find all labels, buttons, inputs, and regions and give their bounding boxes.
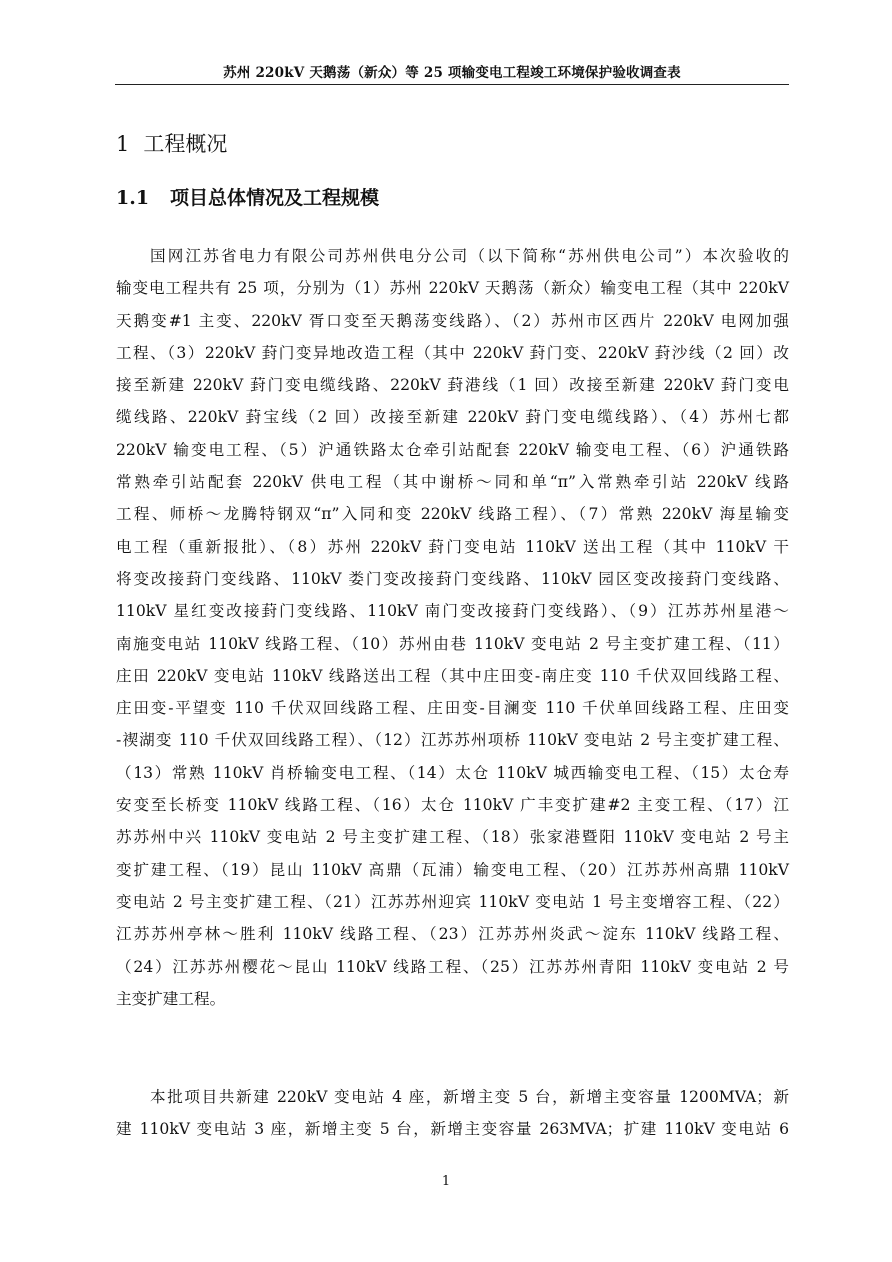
paragraph-line: 110kV 星红变改接葑门变线路、110kV 南门变改接葑门变线路）、（9）江苏苏州星港～ xyxy=(116,602,789,621)
section-heading xyxy=(116,128,227,160)
paragraph-line: 缆线路、220kV 葑宝线（2 回）改接至新建 220kV 葑门变电缆线路）、（4）苏州七都 xyxy=(116,408,789,427)
paragraph-line: 工程、师桥～龙腾特钢双“π”入同和变 220kV 线路工程）、（7）常熟 220kV 海星输变 xyxy=(116,505,789,524)
paragraph-line: 庄田变-平望变 110 千伏双回线路工程、庄田变-目澜变 110 千伏单回线路工程、庄田变 xyxy=(116,699,789,718)
paragraph-scale-summary xyxy=(116,1081,789,1146)
subsection-title: 项目总体情况及工程规模 xyxy=(170,187,380,209)
paragraph-line: 本批项目共新建 220kV 变电站 4 座，新增主变 5 台，新增主变容量 1200MVA；新 xyxy=(150,1088,789,1106)
paragraph-line: 输变电工程共有 25 项，分别为（1）苏州 220kV 天鹅荡（新众）输变电工程（其中 220kV xyxy=(116,279,789,298)
paragraph-line: 电工程（重新报批）、（8）苏州 220kV 葑门变电站 110kV 送出工程（其中 110kV 干 xyxy=(116,537,789,556)
paragraph-line: 庄田 220kV 变电站 110kV 线路送出工程（其中庄田变-南庄变 110 千伏双回线路工程、 xyxy=(116,666,789,685)
paragraph-line: 天鹅变#1 主变、220kV 胥口变至天鹅荡变线路）、（2）苏州市区西片 220kV 电网加强 xyxy=(116,311,789,330)
subsection-heading xyxy=(116,183,379,213)
paragraph-line: 江苏苏州亭林～胜利 110kV 线路工程、（23）江苏苏州炎武～淀东 110kV 线路工程、 xyxy=(116,925,789,944)
header-rule xyxy=(115,84,789,85)
running-header: 苏州 220kV 天鹅荡（新众）等 25 项输变电工程竣工环境保护验收调查表 xyxy=(223,65,681,81)
paragraph-line: 苏苏州中兴 110kV 变电站 2 号主变扩建工程、（18）张家港暨阳 110kV 变电站 2 号主 xyxy=(116,828,789,847)
paragraph-line: （24）江苏苏州樱花～昆山 110kV 线路工程、（25）江苏苏州青阳 110kV 变电站 2 号 xyxy=(116,957,789,976)
paragraph-line: 变扩建工程、（19）昆山 110kV 高鼎（瓦浦）输变电工程、（20）江苏苏州高鼎 110kV xyxy=(116,860,789,879)
paragraph-line: 安变至长桥变 110kV 线路工程、（16）太仓 110kV 广丰变扩建#2 主变工程、（17）江 xyxy=(116,796,789,815)
paragraph-line: 建 110kV 变电站 3 座，新增主变 5 台，新增主变容量 263MVA；扩建 110kV 变电站 6 xyxy=(116,1120,789,1139)
paragraph-project-list xyxy=(116,240,789,1015)
paragraph-line: 220kV 输变电工程、（5）沪通铁路太仓牵引站配套 220kV 输变电工程、（6）沪通铁路 xyxy=(116,440,789,459)
paragraph-line: -禊湖变 110 千伏双回线路工程）、（12）江苏苏州项桥 110kV 变电站 2 号主变扩建工程、 xyxy=(116,731,789,750)
paragraph-line: 变电站 2 号主变扩建工程、（21）江苏苏州迎宾 110kV 变电站 1 号主变增容工程、（22） xyxy=(116,892,789,911)
section-number: 1 xyxy=(116,132,130,156)
subsection-number: 1.1 xyxy=(116,187,150,209)
page-number: 1 xyxy=(441,1174,451,1189)
paragraph-line: 主变扩建工程。 xyxy=(116,989,226,1008)
section-title: 工程概况 xyxy=(143,132,228,156)
paragraph-line: 工程、（3）220kV 葑门变异地改造工程（其中 220kV 葑门变、220kV 葑沙线（2 回）改 xyxy=(116,343,789,362)
paragraph-line: 接至新建 220kV 葑门变电缆线路、220kV 葑港线（1 回）改接至新建 220kV 葑门变电 xyxy=(116,376,789,395)
paragraph-line: 将变改接葑门变线路、110kV 娄门变改接葑门变线路、110kV 园区变改接葑门变线路、 xyxy=(116,569,789,588)
paragraph-line: 国网江苏省电力有限公司苏州供电分公司（以下简称“苏州供电公司”）本次验收的 xyxy=(150,247,789,265)
paragraph-line: 常熟牵引站配套 220kV 供电工程（其中谢桥～同和单“π”入常熟牵引站 220kV 线路 xyxy=(116,473,789,492)
paragraph-line: （13）常熟 110kV 肖桥输变电工程、（14）太仓 110kV 城西输变电工程、（15）太仓寿 xyxy=(116,763,789,782)
paragraph-line: 南施变电站 110kV 线路工程、（10）苏州由巷 110kV 变电站 2 号主变扩建工程、（11） xyxy=(116,634,789,653)
